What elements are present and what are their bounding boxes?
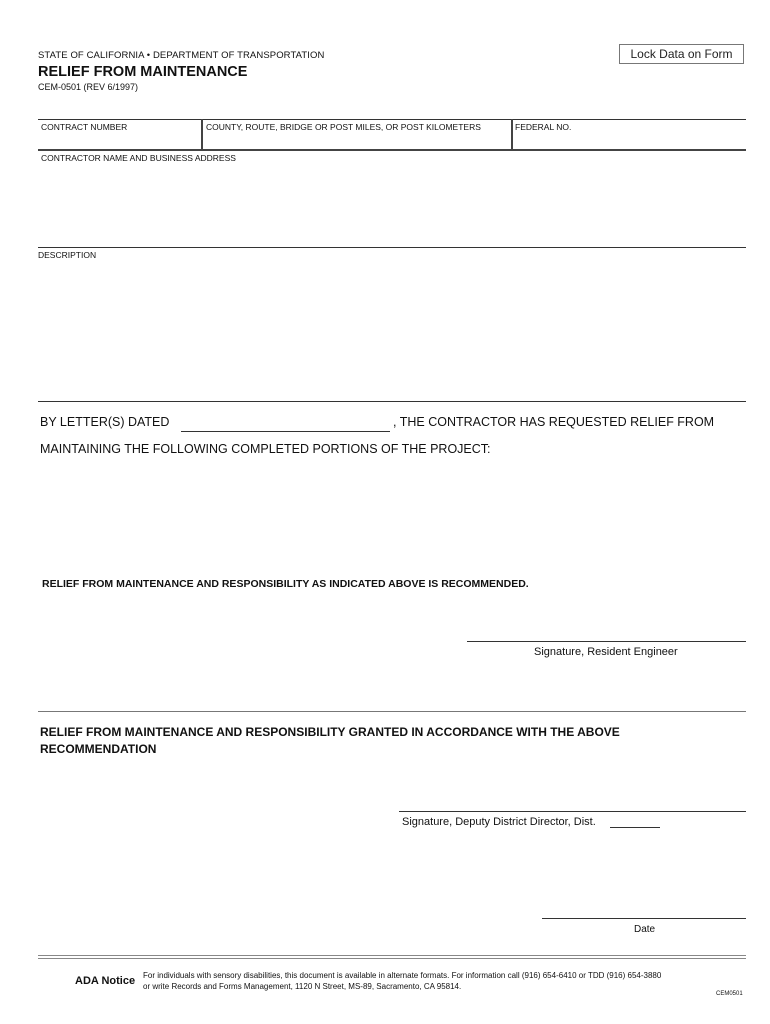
letter-dated-prefix: BY LETTER(S) DATED bbox=[40, 415, 170, 429]
recommendation-text: RELIEF FROM MAINTENANCE AND RESPONSIBILITY AS INDICATED ABOVE IS RECOMMENDED. bbox=[42, 578, 529, 590]
resident-engineer-signature-line bbox=[467, 641, 746, 642]
footer-divider bbox=[38, 958, 746, 959]
date-label: Date bbox=[634, 924, 656, 935]
federal-no-field[interactable] bbox=[515, 133, 743, 149]
letter-dated-suffix: , THE CONTRACTOR HAS REQUESTED RELIEF FROM bbox=[393, 415, 715, 429]
federal-no-label: FEDERAL NO. bbox=[515, 122, 572, 132]
form-code: CEM0501 bbox=[716, 991, 743, 997]
contract-number-label: CONTRACT NUMBER bbox=[41, 122, 128, 132]
form-number: CEM-0501 (REV 6/1997) bbox=[38, 82, 139, 92]
deputy-director-signature-label: Signature, Deputy District Director, Dist. bbox=[402, 816, 596, 828]
resident-engineer-signature-label: Signature, Resident Engineer bbox=[534, 646, 678, 658]
contract-number-field[interactable] bbox=[40, 133, 198, 149]
column-divider bbox=[511, 119, 513, 150]
agency-name: STATE OF CALIFORNIA • DEPARTMENT OF TRANSPORTATION bbox=[38, 50, 325, 61]
form-title: RELIEF FROM MAINTENANCE bbox=[38, 64, 248, 80]
district-field[interactable] bbox=[610, 814, 660, 827]
completed-portions-field[interactable] bbox=[40, 462, 744, 562]
ada-notice-line2: or write Records and Forms Management, 1120 N Street, MS-89, Sacramento, CA 95814. bbox=[143, 982, 462, 991]
description-field[interactable] bbox=[40, 262, 744, 398]
date-field[interactable] bbox=[542, 899, 746, 917]
resident-engineer-signature-field[interactable] bbox=[467, 622, 746, 640]
county-route-label: COUNTY, ROUTE, BRIDGE OR POST MILES, OR POST KILOMETERS bbox=[206, 122, 481, 132]
divider-top bbox=[38, 119, 746, 120]
ada-notice-line1: For individuals with sensory disabilities, this document is available in alternate formats. For information call (916) 654-6410 or TDD (916) 654-3880 bbox=[143, 971, 662, 980]
contractor-label: CONTRACTOR NAME AND BUSINESS ADDRESS bbox=[41, 153, 236, 163]
description-label: DESCRIPTION bbox=[38, 250, 97, 260]
date-line bbox=[542, 918, 746, 919]
maintaining-text: MAINTAINING THE FOLLOWING COMPLETED PORTIONS OF THE PROJECT: bbox=[40, 442, 491, 456]
deputy-director-signature-field[interactable] bbox=[399, 792, 746, 810]
column-divider bbox=[201, 119, 203, 150]
divider bbox=[38, 711, 746, 712]
letter-date-underline bbox=[181, 431, 390, 432]
divider bbox=[38, 401, 746, 402]
divider bbox=[38, 149, 746, 151]
deputy-director-signature-line bbox=[399, 811, 746, 812]
county-route-field[interactable] bbox=[205, 133, 508, 149]
divider bbox=[38, 247, 746, 248]
granted-text-line1: RELIEF FROM MAINTENANCE AND RESPONSIBILITY GRANTED IN ACCORDANCE WITH THE ABOVE bbox=[40, 725, 620, 739]
granted-text-line2: RECOMMENDATION bbox=[40, 742, 157, 756]
district-underline bbox=[610, 827, 660, 828]
letter-date-field[interactable] bbox=[181, 414, 390, 430]
lock-data-button[interactable]: Lock Data on Form bbox=[619, 44, 744, 64]
contractor-field[interactable] bbox=[40, 165, 744, 245]
ada-notice-label: ADA Notice bbox=[75, 975, 136, 987]
footer-divider bbox=[38, 955, 746, 956]
